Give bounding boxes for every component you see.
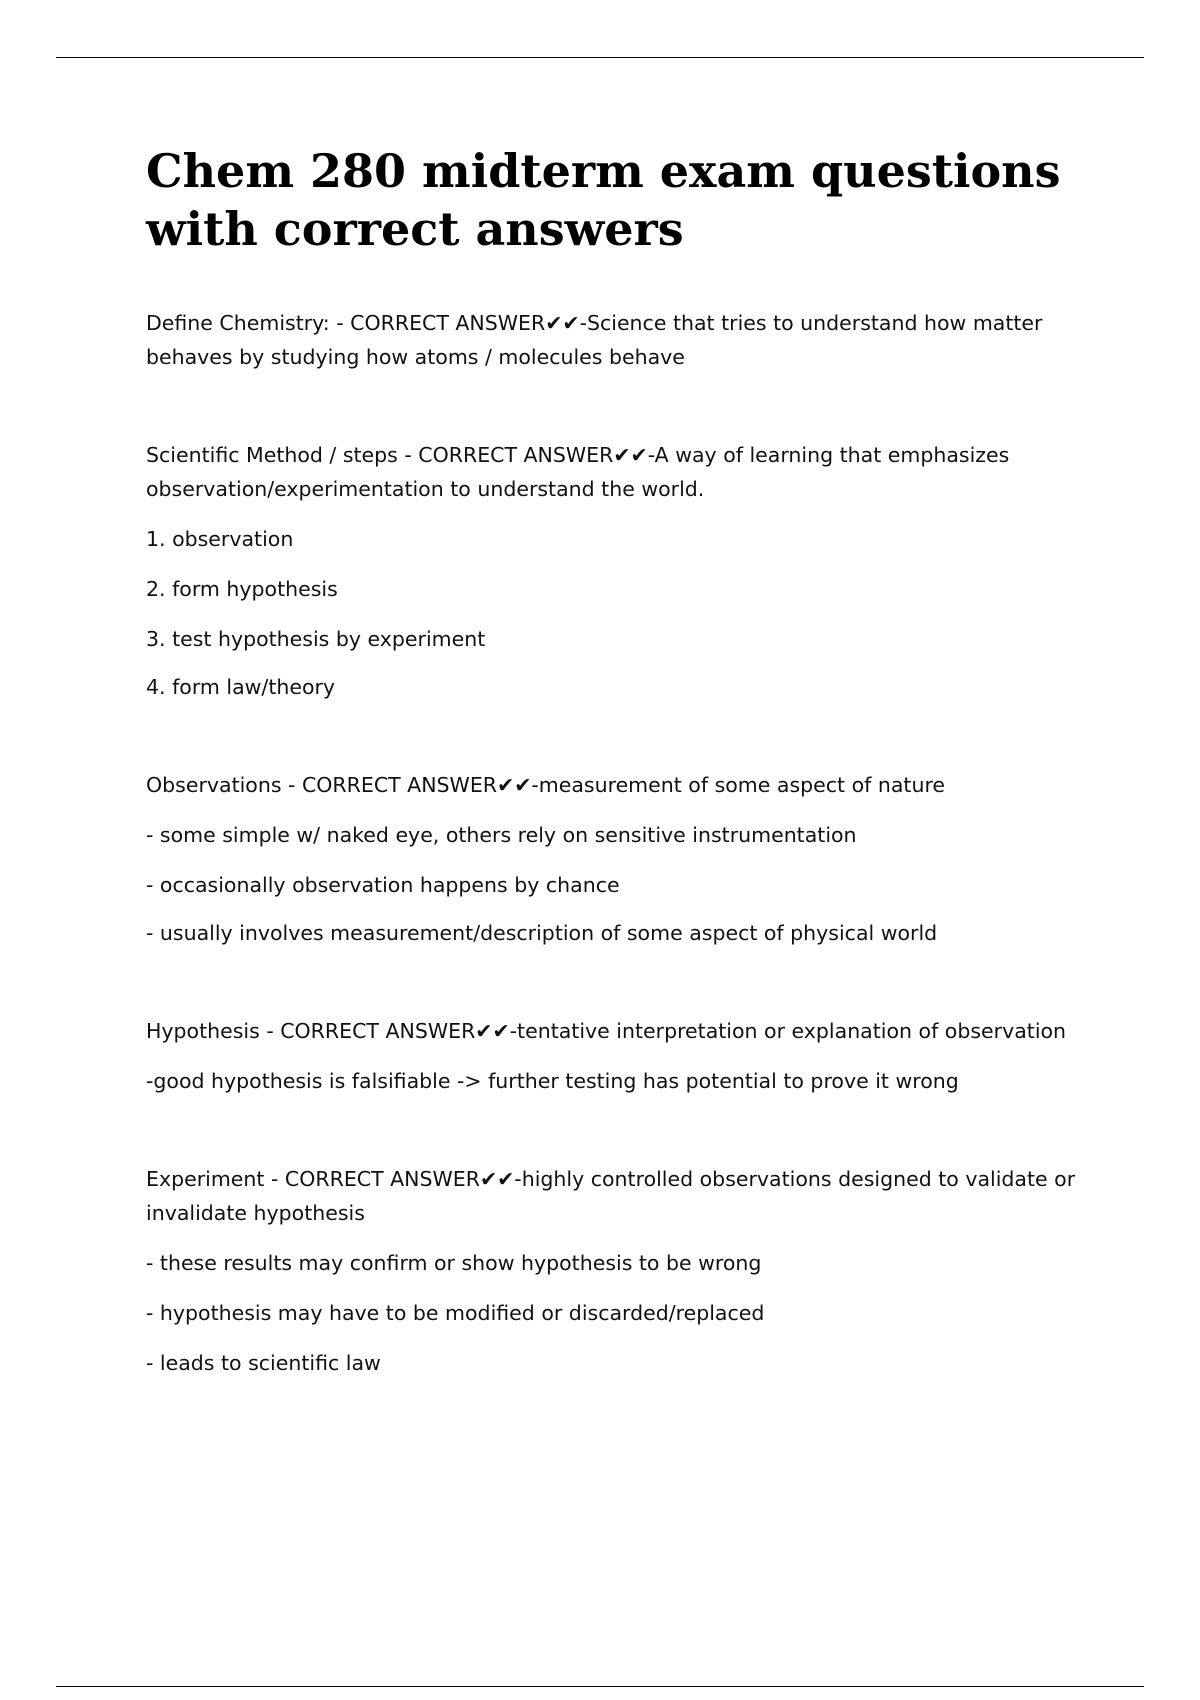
qa-detail-line: - hypothesis may have to be modified or discarded/replaced — [146, 1301, 765, 1325]
qa-question-text: Scientific Method / steps - CORRECT ANSWER✔✔-A way of learning that emphasizes observation/experimentation to understand the world. — [146, 443, 1010, 501]
qa-entry-scientific-method — [146, 438, 1076, 704]
qa-question-text: Define Chemistry: - CORRECT ANSWER✔✔-Science that tries to understand how matter behaves by studying how atoms / molecules behave — [146, 311, 1043, 369]
qa-detail-line: - occasionally observation happens by chance — [146, 873, 620, 897]
top-divider — [56, 57, 1144, 58]
qa-entry-experiment — [146, 1162, 1076, 1380]
qa-question-text: Observations - CORRECT ANSWER✔✔-measurement of some aspect of nature — [146, 773, 946, 797]
qa-entry-define-chemistry — [146, 306, 1076, 374]
document-title: Chem 280 midterm exam questions with correct answers — [146, 144, 1061, 256]
document-body — [146, 306, 1076, 1444]
qa-question-text: Hypothesis - CORRECT ANSWER✔✔-tentative interpretation or explanation of observation — [146, 1019, 1067, 1043]
bottom-divider — [56, 1686, 1144, 1687]
qa-detail-line: 2. form hypothesis — [146, 577, 338, 601]
qa-detail-line: - some simple w/ naked eye, others rely on sensitive instrumentation — [146, 823, 857, 847]
qa-detail-line: - usually involves measurement/description of some aspect of physical world — [146, 921, 938, 945]
qa-detail-line: 4. form law/theory — [146, 675, 336, 699]
qa-entry-hypothesis — [146, 1014, 1076, 1098]
qa-entry-observations — [146, 768, 1076, 950]
qa-detail-line: - these results may confirm or show hypothesis to be wrong — [146, 1251, 762, 1275]
qa-detail-line: -good hypothesis is falsifiable -> further testing has potential to prove it wrong — [146, 1069, 959, 1093]
qa-detail-line: 3. test hypothesis by experiment — [146, 627, 486, 651]
qa-question-text: Experiment - CORRECT ANSWER✔✔-highly controlled observations designed to validate or invalidate hypothesis — [146, 1167, 1076, 1225]
qa-detail-line: - leads to scientific law — [146, 1351, 381, 1375]
qa-detail-line: 1. observation — [146, 527, 294, 551]
